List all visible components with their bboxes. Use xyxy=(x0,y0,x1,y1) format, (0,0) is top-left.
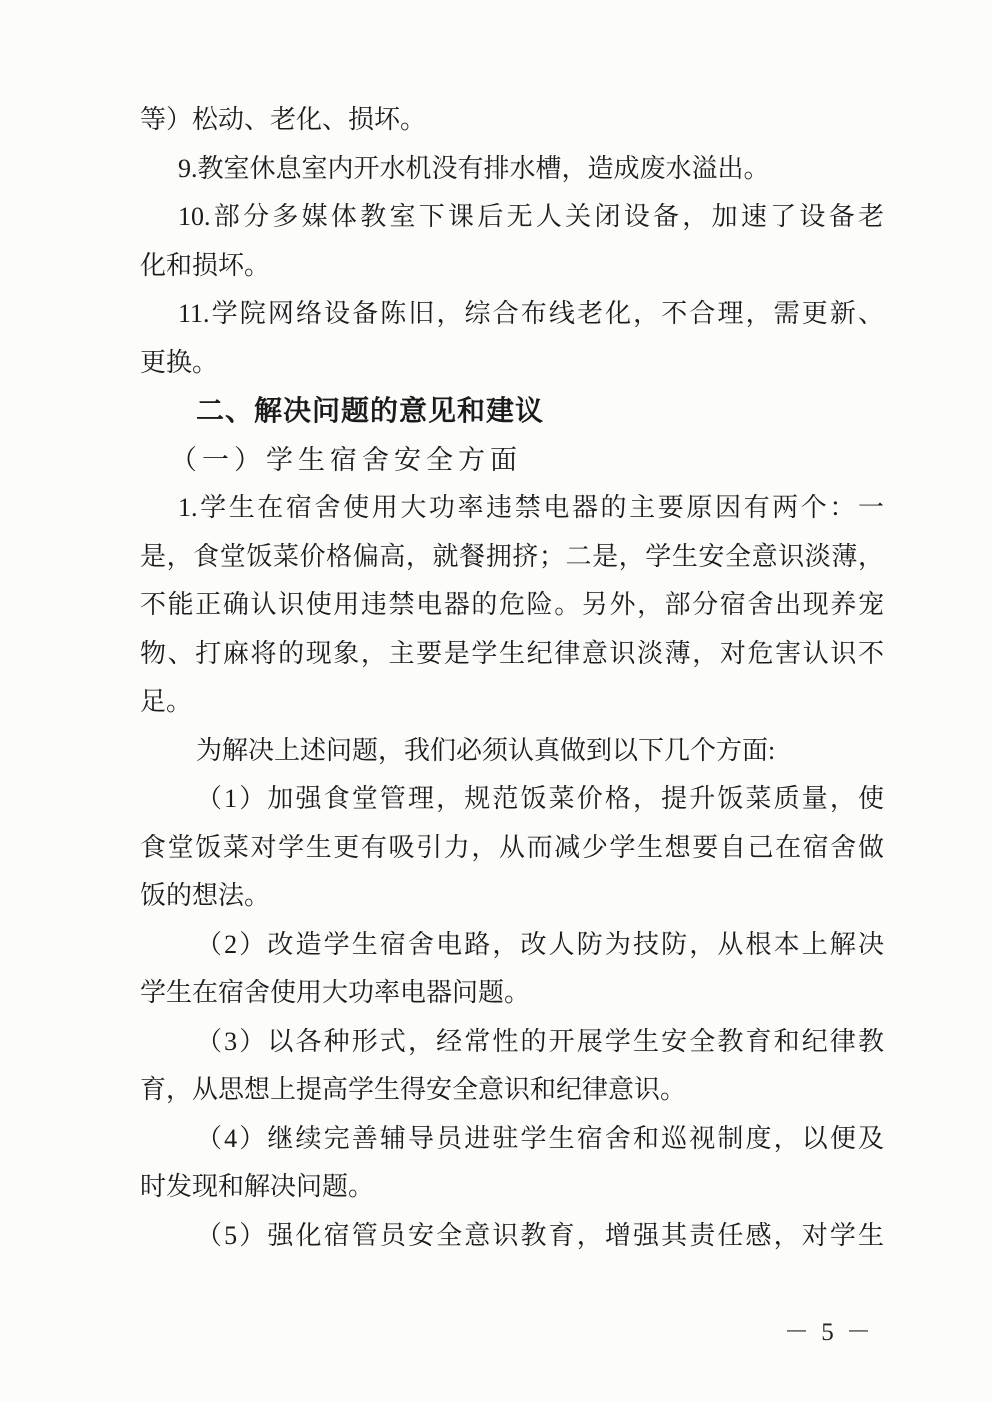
text-line: 等）松动、老化、损坏。 xyxy=(140,105,427,134)
text-line: 物、打麻将的现象，主要是学生纪律意识淡薄，对危害认识不 xyxy=(140,638,884,668)
text-line: 足。 xyxy=(140,687,193,716)
document-body xyxy=(140,96,884,1260)
text-line: 是，食堂饭菜价格偏高，就餐拥挤；二是，学生安全意识淡薄， xyxy=(140,541,884,571)
page-number: － 5 － xyxy=(783,1319,874,1346)
section-heading: 二、解决问题的意见和建议 xyxy=(196,395,545,426)
text-line-item-10: 10.部分多媒体教室下课后无人关闭设备，加速了设备老 xyxy=(178,202,884,231)
text-line-item-11: 11.学院网络设备陈旧，综合布线老化，不合理，需更新、 xyxy=(178,299,884,328)
text-line-point-5: （5）强化宿管员安全意识教育，增强其责任感，对学生 xyxy=(196,1220,884,1250)
text-line: 为解决上述问题，我们必须认真做到以下几个方面: xyxy=(196,735,776,765)
text-line: 食堂饭菜对学生更有吸引力，从而减少学生想要自己在宿舍做 xyxy=(140,832,884,862)
text-line: 饭的想法。 xyxy=(140,881,271,910)
text-line: 更换。 xyxy=(140,347,219,377)
text-line: 化和损坏。 xyxy=(140,250,271,280)
text-line-item-1: 1.学生在宿舍使用大功率违禁电器的主要原因有两个：一 xyxy=(178,493,884,522)
text-line-point-4: （4）继续完善辅导员进驻学生宿舍和巡视制度，以便及 xyxy=(196,1123,884,1153)
subsection-heading: （一）学生宿舍安全方面 xyxy=(170,444,522,475)
text-line-item-9: 9.教室休息室内开水机没有排水槽，造成废水溢出。 xyxy=(178,153,770,183)
text-line-point-1: （1）加强食堂管理，规范饭菜价格，提升饭菜质量，使 xyxy=(196,784,884,813)
text-line-point-2: （2）改造学生宿舍电路，改人防为技防，从根本上解决 xyxy=(196,929,884,959)
text-line: 不能正确认识使用违禁电器的危险。另外，部分宿舍出现养宠 xyxy=(140,590,884,619)
text-line-point-3: （3）以各种形式，经常性的开展学生安全教育和纪律教 xyxy=(196,1026,884,1056)
text-line: 时发现和解决问题。 xyxy=(140,1172,375,1201)
text-line: 育，从思想上提高学生得安全意识和纪律意识。 xyxy=(140,1075,687,1104)
text-line: 学生在宿舍使用大功率电器问题。 xyxy=(140,978,531,1007)
